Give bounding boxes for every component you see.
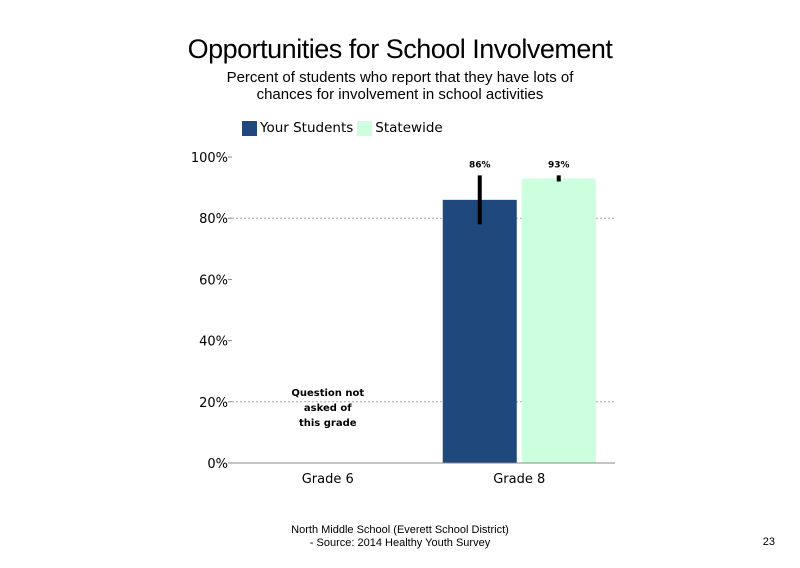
y-tick-label: 60%: [199, 273, 228, 289]
x-tick-label: Grade 8: [493, 472, 546, 487]
annotation-line: Question not: [291, 388, 365, 399]
legend-label-your-students: Your Students: [260, 120, 354, 136]
y-tick-label: 20%: [199, 395, 228, 411]
y-tick-label: 80%: [199, 212, 228, 228]
footer: [200, 524, 600, 550]
data-label: 93%: [547, 160, 570, 171]
annotation-line: this grade: [298, 418, 357, 429]
footer-school: North Middle School (Everett School District): [291, 524, 509, 536]
x-tick-label: Grade 6: [301, 472, 354, 487]
page-number: 23: [762, 536, 775, 548]
annotation-line: asked of: [303, 403, 352, 414]
legend-label-statewide: Statewide: [375, 120, 443, 136]
chart-subtitle: Percent of students who report that they have lots of chances for involvement in school activities: [226, 69, 574, 103]
bar-your-students-grade-8: [443, 200, 517, 463]
footer-source: - Source: 2014 Healthy Youth Survey: [309, 537, 491, 549]
bar-statewide-grade-8: [522, 178, 596, 463]
chart-title: Opportunities for School Involvement: [187, 34, 613, 64]
data-label: 86%: [468, 160, 491, 171]
y-tick-label: 40%: [199, 334, 228, 350]
y-tick-label: 0%: [207, 457, 228, 472]
y-tick-label: 100%: [190, 151, 228, 166]
